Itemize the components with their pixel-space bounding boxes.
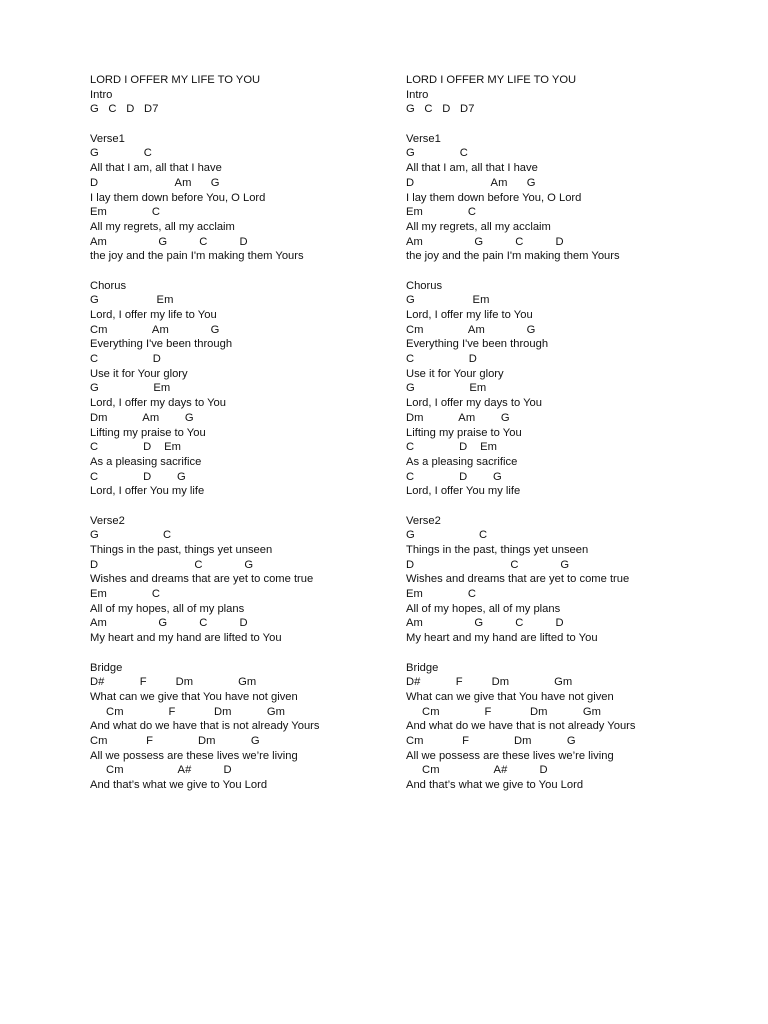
blank-line: [406, 646, 756, 661]
section-heading: Verse2: [406, 514, 441, 527]
lyric-line: I lay them down before You, O Lord: [90, 191, 266, 204]
song-title: LORD I OFFER MY LIFE TO YOU: [406, 74, 577, 86]
chord-line: D C G: [90, 558, 254, 571]
lyric-line: Everything I've been through: [406, 338, 549, 351]
blank-line: [90, 646, 440, 661]
lyric-line: Things in the past, things yet unseen: [90, 544, 273, 556]
chord-line: Cm A# D: [90, 764, 232, 777]
lyric-line: Wishes and dreams that are yet to come true: [90, 573, 314, 586]
section-heading: Verse2: [90, 514, 125, 527]
blank-line: [406, 264, 756, 279]
section-heading: Intro: [406, 88, 429, 101]
lyric-line: My heart and my hand are lifted to You: [90, 632, 282, 645]
chord-line: D# F Dm Gm: [90, 676, 257, 689]
lyric-line: What can we give that You have not given: [406, 690, 614, 703]
blank-line: [90, 264, 440, 279]
lyric-line: And what do we have that is not already Yours: [406, 720, 636, 733]
lyric-line: Use it for Your glory: [406, 367, 504, 380]
section-heading: Chorus: [406, 279, 443, 292]
chord-line: G C: [406, 529, 488, 542]
lyric-line: Wishes and dreams that are yet to come true: [406, 573, 630, 586]
chord-line: Cm Am G: [90, 323, 220, 336]
lyric-line: Use it for Your glory: [90, 367, 188, 380]
lyric-line: Lord, I offer my days to You: [406, 397, 542, 410]
chord-line: Em C: [406, 588, 477, 601]
chord-line: G C: [406, 147, 468, 160]
song-sheet-right-column: [406, 73, 756, 793]
chord-line: D C G: [406, 558, 570, 571]
lyric-line: Lord, I offer my life to You: [406, 309, 533, 321]
lyric-line: the joy and the pain I'm making them Yours: [406, 250, 620, 263]
chord-line: Em C: [90, 588, 161, 601]
chord-line: G Em: [406, 382, 487, 395]
lyric-line: As a pleasing sacrifice: [90, 455, 202, 468]
chord-line: Em C: [406, 206, 477, 219]
chord-line: D# F Dm Gm: [406, 676, 573, 689]
section-heading: Chorus: [90, 279, 127, 292]
section-heading: Verse1: [90, 132, 125, 145]
lyric-line: Lord, I offer my life to You: [90, 309, 217, 321]
lyric-line: Lord, I offer You my life: [90, 485, 205, 498]
chord-line: C D G: [406, 470, 502, 483]
chord-line: C D Em: [406, 441, 498, 454]
chord-line: C D: [90, 353, 161, 366]
lyric-line: And that’s what we give to You Lord: [406, 779, 584, 791]
section-heading: Intro: [90, 88, 113, 101]
lyric-line: I lay them down before You, O Lord: [406, 191, 582, 204]
chord-line: Cm F Dm Gm: [406, 705, 602, 718]
chord-line: Em C: [90, 206, 161, 219]
lyric-line: And what do we have that is not already Yours: [90, 720, 320, 733]
lyric-line: the joy and the pain I'm making them Yours: [90, 250, 304, 263]
chord-line: G C: [90, 147, 152, 160]
lyric-line: All that I am, all that I have: [90, 162, 222, 175]
lyric-line: Lifting my praise to You: [90, 426, 206, 439]
blank-line: [90, 117, 440, 132]
chord-line: D Am G: [406, 176, 536, 189]
lyric-line: All we possess are these lives we’re living: [406, 749, 614, 762]
section-heading: Bridge: [406, 661, 439, 674]
lyric-line: Lord, I offer You my life: [406, 485, 521, 498]
lyric-line: Lifting my praise to You: [406, 426, 522, 439]
lyric-line: All my regrets, all my acclaim: [406, 220, 551, 233]
lyric-line: All my regrets, all my acclaim: [90, 220, 235, 233]
chord-line: C D G: [90, 470, 186, 483]
chord-line: Cm A# D: [406, 764, 548, 777]
chord-line: G C D D7: [90, 103, 159, 116]
chord-line: Am G C D: [90, 617, 248, 630]
lyric-line: All of my hopes, all of my plans: [406, 602, 561, 615]
chord-line: Dm Am G: [90, 411, 194, 424]
chord-line: G C D D7: [406, 103, 475, 116]
chord-line: Cm F Dm Gm: [90, 705, 286, 718]
chord-line: Am G C D: [406, 617, 564, 630]
chord-line: Cm F Dm G: [406, 734, 576, 747]
lyric-line: Lord, I offer my days to You: [90, 397, 226, 410]
chord-line: C D Em: [90, 441, 182, 454]
chord-line: C D: [406, 353, 477, 366]
chord-line: G C: [90, 529, 172, 542]
lyric-line: My heart and my hand are lifted to You: [406, 632, 598, 645]
lyric-line: All that I am, all that I have: [406, 162, 538, 175]
lyric-line: Things in the past, things yet unseen: [406, 544, 589, 556]
chord-line: Am G C D: [406, 235, 564, 248]
lyric-line: Everything I've been through: [90, 338, 233, 351]
blank-line: [406, 117, 756, 132]
blank-line: [406, 499, 756, 514]
section-heading: Verse1: [406, 132, 441, 145]
chord-line: D Am G: [90, 176, 220, 189]
chord-line: Cm Am G: [406, 323, 536, 336]
song-sheet-left-column: [90, 73, 440, 793]
chord-line: G Em: [406, 294, 490, 307]
song-title: LORD I OFFER MY LIFE TO YOU: [90, 74, 261, 86]
chord-line: Cm F Dm G: [90, 734, 260, 747]
chord-line: G Em: [90, 382, 171, 395]
lyric-line: All we possess are these lives we’re living: [90, 749, 298, 762]
lyric-line: And that’s what we give to You Lord: [90, 779, 268, 791]
lyric-line: As a pleasing sacrifice: [406, 455, 518, 468]
lyric-line: What can we give that You have not given: [90, 690, 298, 703]
blank-line: [90, 499, 440, 514]
chord-line: Dm Am G: [406, 411, 510, 424]
chord-line: G Em: [90, 294, 174, 307]
lyric-line: All of my hopes, all of my plans: [90, 602, 245, 615]
chord-line: Am G C D: [90, 235, 248, 248]
section-heading: Bridge: [90, 661, 123, 674]
